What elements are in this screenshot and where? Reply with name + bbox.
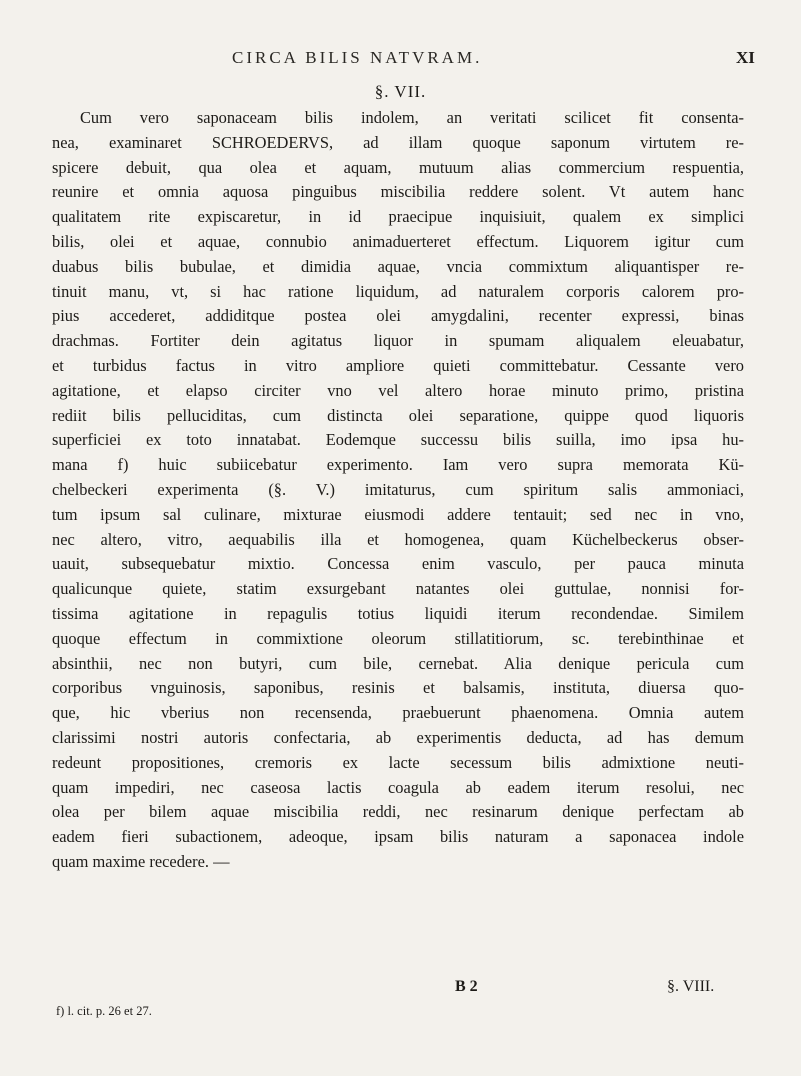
text-line: tum ipsum sal culinare, mixturae eiusmodi addere tentauit; sed nec in vno, (52, 504, 744, 524)
text-line: et turbidus factus in vitro ampliore quieti committebatur. Cessante vero (52, 355, 744, 375)
text-line: qualitatem rite expiscaretur, in id praecipue inquisiuit, qualem ex simplici (52, 207, 744, 227)
text-line: quam maxime recedere. — (52, 851, 230, 871)
text-line: chelbeckeri experimenta (§. V.) imitaturus, cum spiritum salis ammoniaci, (52, 479, 744, 499)
text-line: nea, examinaret SCHROEDERVS, ad illam quoque saponum virtutem re- (52, 132, 744, 152)
text-line: spicere debuit, qua olea et aquam, mutuum alias commercium respuentia, (52, 157, 744, 177)
text-line: tissima agitatione in repagulis totius liquidi iterum recondendae. Similem (52, 603, 744, 623)
paragraph (52, 106, 744, 875)
text-line: quam impediri, nec caseosa lactis coagula ab eadem iterum resolui, nec (52, 777, 744, 797)
text-line: bilis, olei et aquae, connubio animaduerteret effectum. Liquorem igitur cum (52, 231, 744, 251)
text-line: superficiei ex toto innatabat. Eodemque successu bilis suilla, imo ipsa hu- (52, 430, 744, 450)
text-line: corporibus vnguinosis, saponibus, resinis et balsamis, instituta, diuersa quo- (52, 678, 744, 698)
text-line: mana f) huic subiicebatur experimento. Iam vero supra memorata Kü- (52, 455, 744, 475)
text-line: agitatione, et elapso circiter vno vel altero horae minuto primo, pristina (52, 380, 744, 400)
text-line: reunire et omnia aquosa pinguibus miscibilia reddere solent. Vt autem hanc (52, 182, 744, 202)
page-number: XI (736, 48, 755, 67)
text-line: qualicunque quiete, statim exsurgebant natantes olei guttulae, nonnisi for- (52, 579, 744, 599)
signature-mark: B 2 (455, 978, 478, 995)
text-line: nec altero, vitro, aequabilis illa et homogenea, quam Küchelbeckerus obser- (52, 529, 744, 549)
text-line: uauit, subsequebatur mixtio. Concessa enim vasculo, per pauca minuta (52, 554, 744, 574)
running-title: CIRCA BILIS NATVRAM. (232, 48, 483, 67)
footnote: f) l. cit. p. 26 et 27. (56, 1004, 152, 1018)
text-line: rediit bilis pelluciditas, cum distincta olei separatione, quippe quod liquoris (52, 405, 744, 425)
text-line: eadem fieri subactionem, adeoque, ipsam bilis naturam a saponacea indole (52, 827, 744, 847)
text-line: absinthii, nec non butyri, cum bile, cernebat. Alia denique pericula cum (52, 653, 744, 673)
text-line: Cum vero saponaceam bilis indolem, an veritati scilicet fit consenta- (80, 108, 744, 127)
text-line: que, hic vberius non recensenda, praebuerunt phaenomena. Omnia autem (52, 703, 744, 723)
signature-line (0, 978, 801, 1002)
text-line: tinuit manu, vt, si hac ratione liquidum, ad naturalem corporis calorem pro- (52, 281, 744, 301)
text-line: clarissimi nostri autoris confectaria, ab experimentis deducta, ad has demum (52, 727, 744, 747)
text-line: drachmas. Fortiter dein agitatus liquor in spumam aliqualem eleuabatur, (52, 331, 744, 351)
text-line: duabus bilis bubulae, et dimidia aquae, vncia commixtum aliquantisper re- (52, 256, 744, 276)
catchword: §. VIII. (667, 978, 715, 995)
text-line: quoque effectum in commixtione oleorum stillatitiorum, sc. terebinthinae et (52, 628, 744, 648)
text-line: redeunt propositiones, cremoris ex lacte secessum bilis admixtione neuti- (52, 752, 744, 772)
running-head (0, 48, 801, 72)
text-line: pius accederet, addiditque postea olei amygdalini, recenter expressi, binas (52, 306, 744, 326)
text-line: olea per bilem aquae miscibilia reddi, nec resinarum denique perfectam ab (52, 802, 744, 822)
section-heading: §. VII. (374, 82, 427, 101)
